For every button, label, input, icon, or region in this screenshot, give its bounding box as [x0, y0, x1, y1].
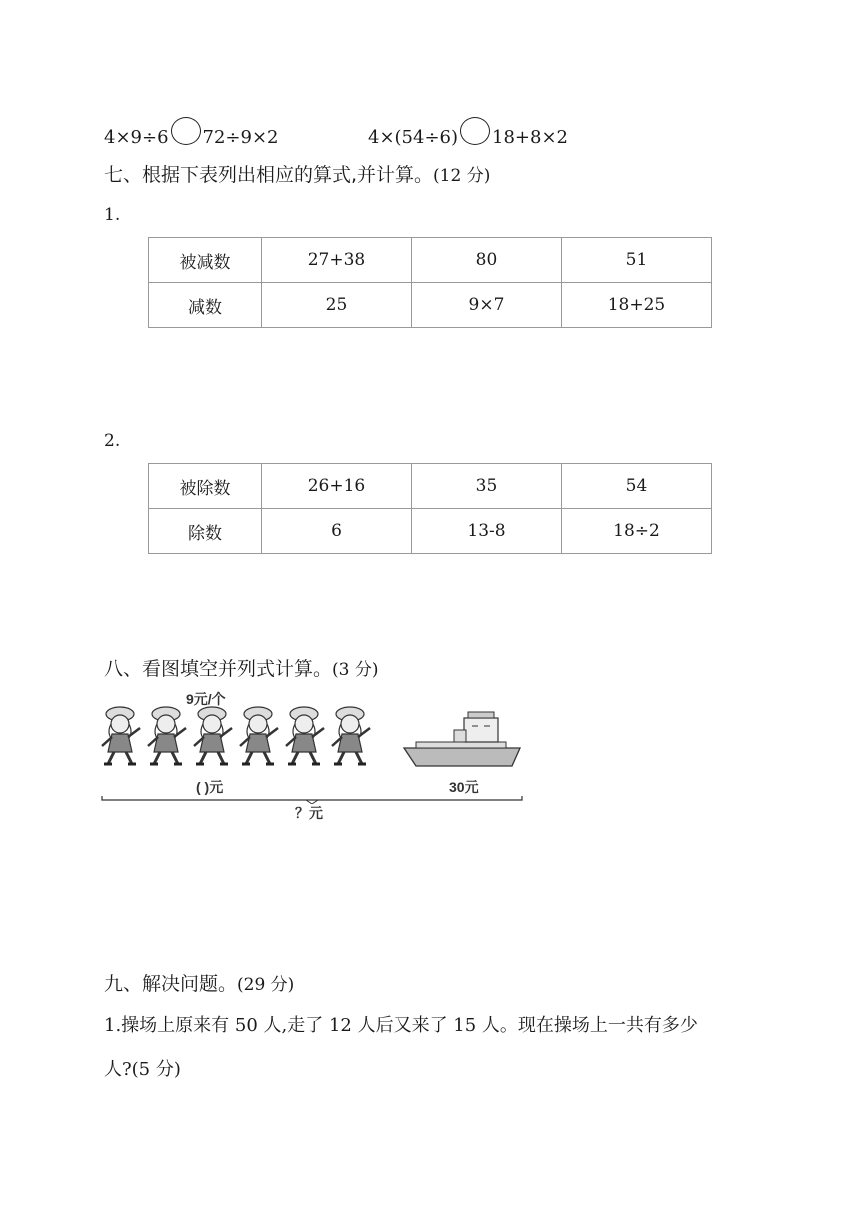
price-label: 9元/个: [186, 691, 226, 707]
doll-icon: [240, 707, 278, 764]
doll-icon: [102, 707, 140, 764]
table-cell: 18÷2: [562, 509, 712, 554]
doll-icon: [194, 707, 232, 764]
doll-icon: [148, 707, 186, 764]
table-row: [149, 238, 712, 283]
table-row: [149, 464, 712, 509]
table-cell: 13-8: [412, 509, 562, 554]
table-cell: 减数: [149, 283, 262, 328]
table-cell: 35: [412, 464, 562, 509]
compare-row-2: [368, 117, 568, 148]
compare-expr-2-right: 18+8×2: [492, 127, 569, 148]
total-price-label: ？元: [295, 805, 323, 821]
section-9-score: (29 分): [237, 975, 295, 995]
division-table: [148, 463, 712, 554]
table-cell: 27+38: [262, 238, 412, 283]
table-cell: 9×7: [412, 283, 562, 328]
table-cell: 26+16: [262, 464, 412, 509]
compare-expr-1-left: 4×9÷6: [104, 127, 169, 148]
section-8-score: (3 分): [332, 660, 379, 680]
table-cell: 51: [562, 238, 712, 283]
problem-1-line-1: 1.操场上原来有 50 人,走了 12 人后又来了 15 人。现在操场上一共有多少: [104, 1015, 698, 1036]
section-8-heading: [104, 654, 379, 681]
section-8-title: 八、看图填空并列式计算。: [104, 658, 333, 680]
compare-row-1: [104, 117, 279, 148]
compare-circle-1[interactable]: [171, 117, 201, 145]
problem-1-line-2: 人?(5 分): [104, 1059, 181, 1080]
question-1-number: 1.: [104, 205, 121, 225]
section-9-heading: [104, 969, 294, 996]
table-cell: 18+25: [562, 283, 712, 328]
table-cell: 被除数: [149, 464, 262, 509]
compare-circle-2[interactable]: [460, 117, 490, 145]
section-7-score: (12 分): [433, 166, 491, 186]
subtraction-table: [148, 237, 712, 328]
table-cell: 54: [562, 464, 712, 509]
doll-icon: [286, 707, 324, 764]
table-row: [149, 509, 712, 554]
section-7-title: 七、根据下表列出相应的算式,并计算。: [104, 164, 434, 186]
table-row: [149, 283, 712, 328]
section-9-title: 九、解决问题。: [104, 973, 238, 995]
compare-expr-1-right: 72÷9×2: [202, 127, 279, 148]
compare-expr-2-left: 4×(54÷6): [368, 127, 459, 148]
section-7-heading: [104, 160, 490, 187]
doll-icon: [332, 707, 370, 764]
question-2-number: 2.: [104, 431, 121, 451]
boat-price-label: 30元: [449, 779, 479, 795]
table-cell: 6: [262, 509, 412, 554]
table-cell: 除数: [149, 509, 262, 554]
table-cell: 被减数: [149, 238, 262, 283]
doll-total-blank: ( )元: [196, 779, 224, 795]
table-cell: 25: [262, 283, 412, 328]
boat-icon: [404, 712, 520, 766]
table-cell: 80: [412, 238, 562, 283]
